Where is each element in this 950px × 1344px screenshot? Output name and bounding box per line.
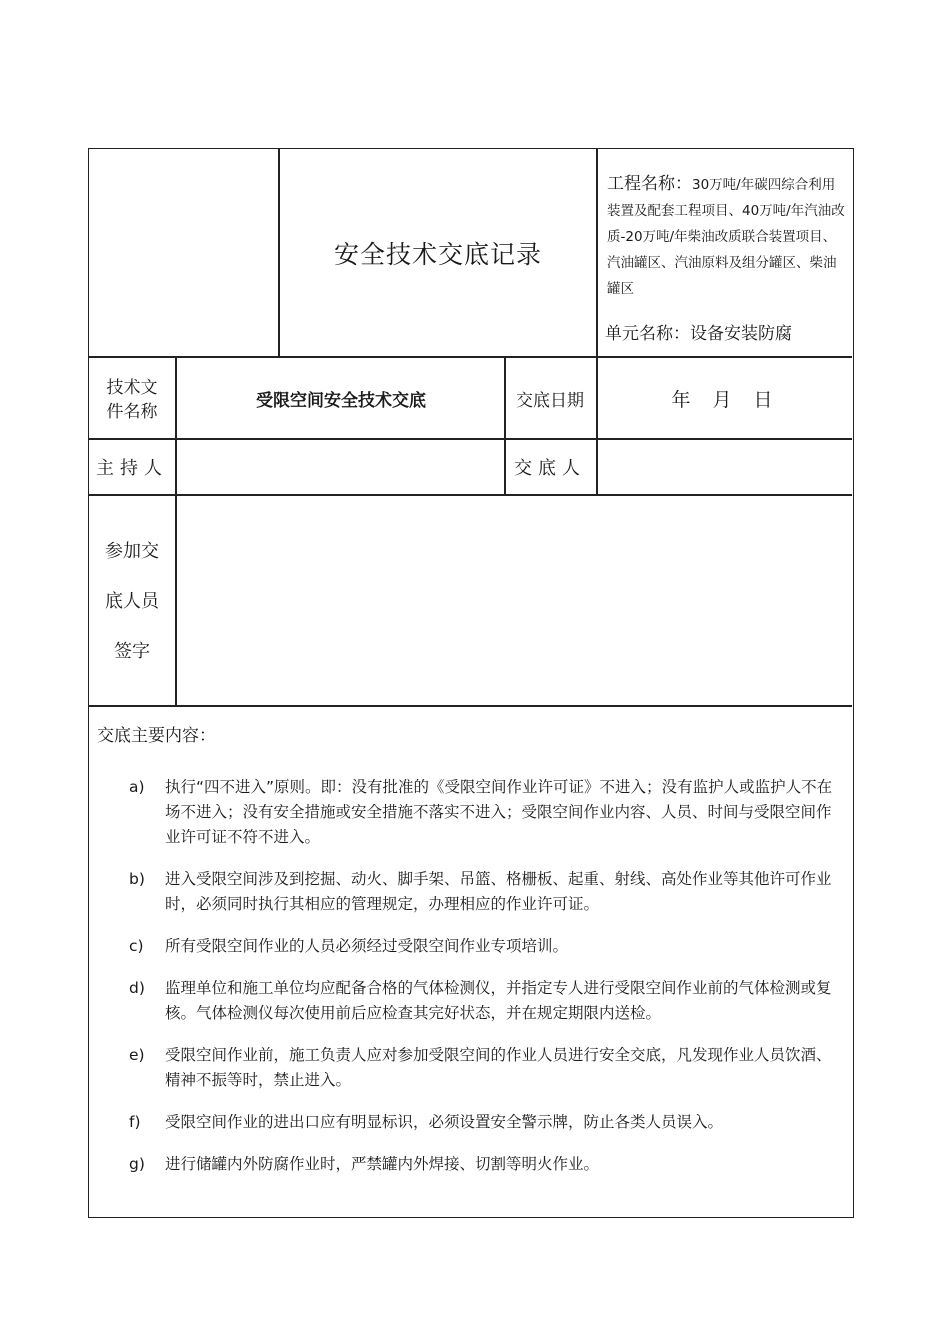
item-text: 监理单位和施工单位均应配备合格的气体检测仪，并指定专人进行受限空间作业前的气体检测或复核。气体检测仪每次使用前后应检查其完好状态，并在规定期限内送检。 <box>165 979 832 1022</box>
host-label: 主持人 <box>96 458 168 479</box>
item-marker: d) <box>129 979 145 997</box>
item-marker: a) <box>129 778 145 796</box>
list-item <box>129 1043 845 1093</box>
list-item <box>129 934 845 959</box>
item-marker: e) <box>129 1046 145 1064</box>
item-marker: f) <box>129 1113 141 1131</box>
item-text: 进入受限空间涉及到挖掘、动火、脚手架、吊篮、格栅板、起重、射线、高处作业等其他许可作业时，必须同时执行其相应的管理规定，办理相应的作业许可证。 <box>165 870 832 913</box>
presenter-field[interactable] <box>598 439 850 493</box>
unit-name-label: 单元名称： <box>605 324 690 344</box>
item-text: 受限空间作业的进出口应有明显标识，必须设置安全警示牌，防止各类人员误入。 <box>165 1113 724 1131</box>
item-text: 所有受限空间作业的人员必须经过受限空间作业专项培训。 <box>165 937 569 955</box>
host-field[interactable] <box>177 439 503 493</box>
project-name-label: 工程名称： <box>607 174 692 194</box>
doc-name-value: 受限空间安全技术交底 <box>256 390 426 411</box>
item-marker: c) <box>129 937 144 955</box>
divider <box>89 705 852 707</box>
project-name-value: 30万吨/年碳四综合利用装置及配套工程项目、40万吨/年汽油改质-20万吨/年柴油改质联合装置项目、汽油罐区、汽油原料及组分罐区、柴油罐区 <box>607 177 845 297</box>
participants-label-line: 签字 <box>114 641 150 662</box>
unit-name <box>605 319 850 344</box>
content-list <box>129 775 845 1194</box>
item-text: 进行储罐内外防腐作业时，严禁罐内外焊接、切割等明火作业。 <box>165 1155 600 1173</box>
participants-signature-area[interactable] <box>177 496 850 704</box>
date-label: 交底日期 <box>516 390 584 411</box>
list-item <box>129 1110 845 1135</box>
item-marker: g) <box>129 1155 145 1173</box>
item-text: 受限空间作业前，施工负责人应对参加受限空间的作业人员进行安全交底，凡发现作业人员饮酒、精神不振等时，禁止进入。 <box>165 1046 832 1089</box>
date-value[interactable]: 年 月 日 <box>671 388 781 411</box>
list-item <box>129 1152 845 1177</box>
unit-name-value: 设备安装防腐 <box>690 324 792 344</box>
safety-briefing-form <box>88 148 854 1218</box>
list-item <box>129 867 845 917</box>
participants-label-line: 参加交 <box>105 541 159 562</box>
doc-name-label <box>91 361 173 439</box>
participants-label-line: 底人员 <box>105 591 159 612</box>
participants-label <box>89 527 175 677</box>
project-name <box>607 171 847 302</box>
presenter-label: 交底人 <box>514 458 586 479</box>
item-marker: b) <box>129 870 145 888</box>
document-title: 安全技术交底记录 <box>333 240 542 269</box>
item-text: 执行“四不进入”原则。即：没有批准的《受限空间作业许可证》不进入；没有监护人或监护人不在场不进入；没有安全措施或安全措施不落实不进入；受限空间作业内容、人员、时间与受限空间作业许可证不符不进入。 <box>165 778 833 846</box>
list-item <box>129 775 845 850</box>
list-item <box>129 976 845 1026</box>
doc-name-label-text: 技术文件名称 <box>106 378 158 422</box>
content-title: 交底主要内容： <box>97 726 216 746</box>
